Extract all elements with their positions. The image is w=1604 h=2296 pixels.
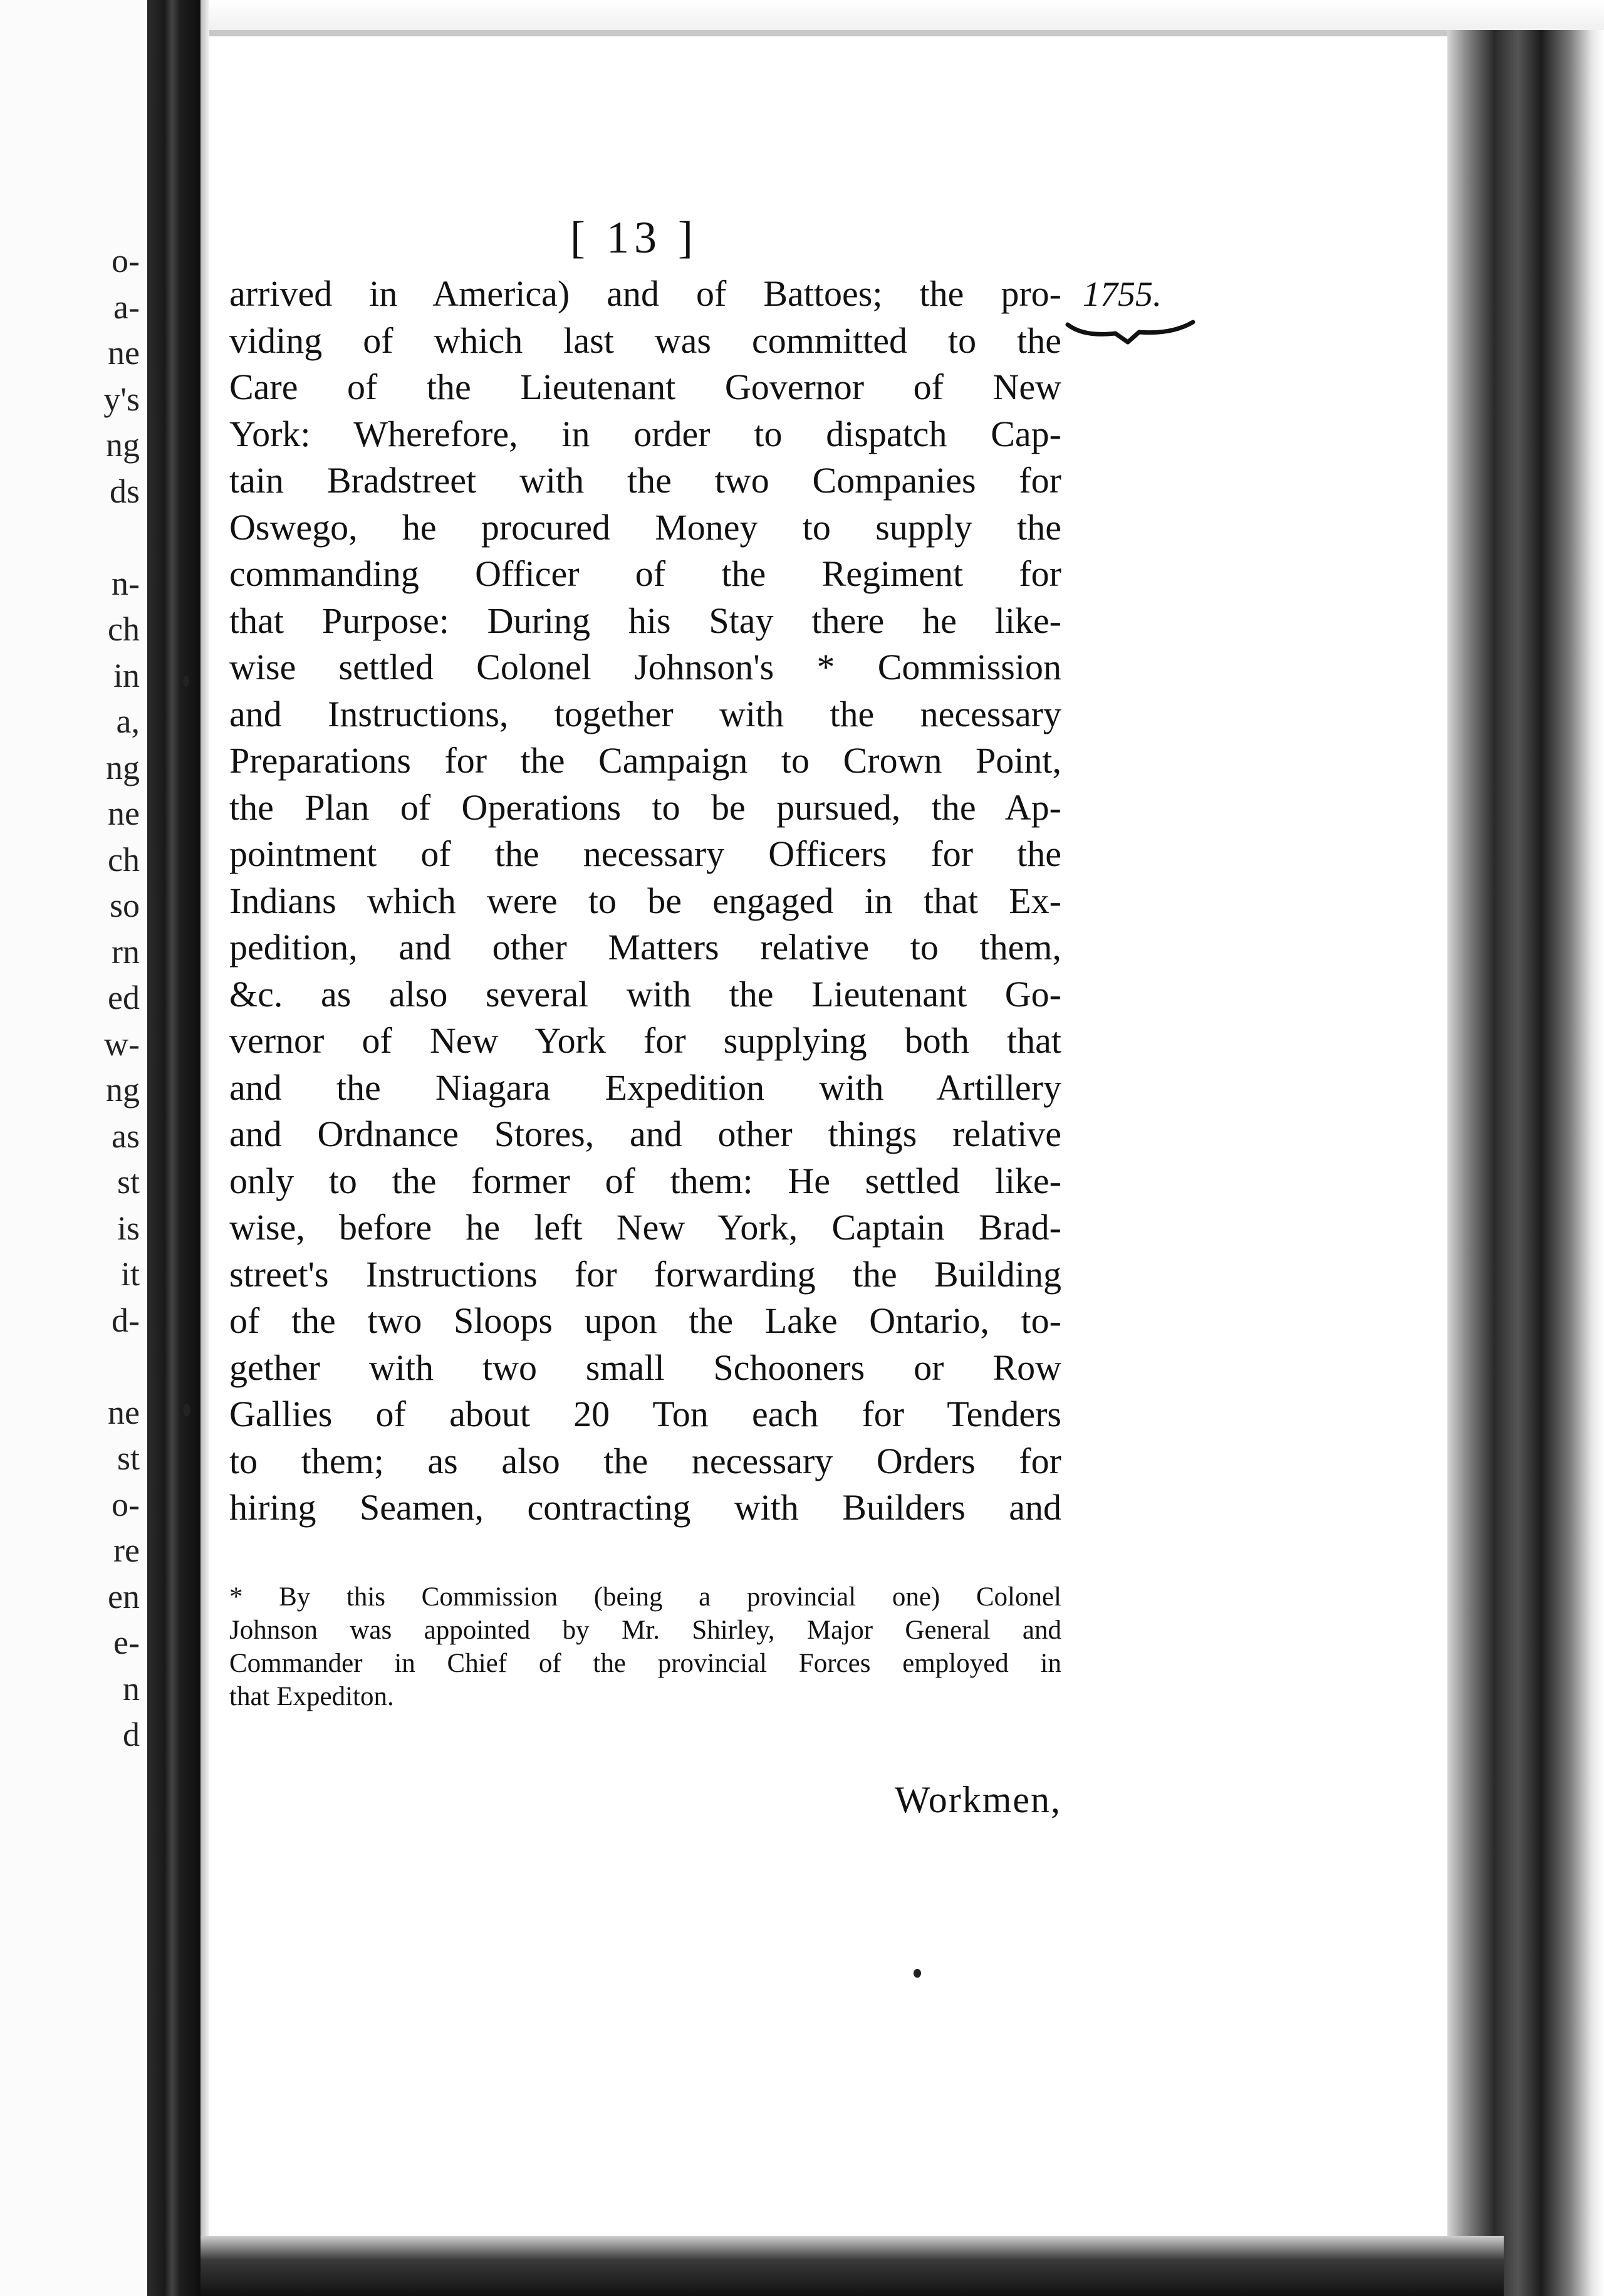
text-line: pedition, and other Matters relative to them,: [229, 927, 1061, 968]
text-line: Gallies of about 20 Ton each for Tenders: [229, 1394, 1061, 1434]
text-line: commanding Officer of the Regiment for: [229, 553, 1061, 594]
facing-page-fragment: rn: [112, 932, 140, 971]
margin-year-note: 1755.: [1083, 275, 1162, 314]
margin-brace-mark: [1065, 318, 1197, 346]
ink-speck: [914, 1969, 921, 1978]
facing-page-fragment: o-: [112, 1485, 140, 1523]
facing-page-fragment: so: [109, 887, 140, 924]
text-line: wise settled Colonel Johnson's * Commission: [229, 647, 1061, 687]
facing-page-fragment: it: [120, 1255, 140, 1293]
footnote: [229, 1580, 1061, 1713]
text-line: and Instructions, together with the necessary: [229, 693, 1061, 734]
facing-page-fragment: en: [108, 1577, 140, 1615]
page-edge-right: [1447, 30, 1604, 2296]
text-line: only to the former of them: He settled like-: [229, 1160, 1061, 1201]
text-line: pointment of the necessary Officers for the: [229, 833, 1061, 874]
page-number: [ 13 ]: [570, 212, 698, 263]
facing-page-fragment: ne: [108, 334, 140, 372]
text-line: wise, before he left New York, Captain Brad-: [229, 1207, 1061, 1248]
facing-page-fragment: st: [117, 1163, 140, 1201]
facing-page-fragment: as: [112, 1117, 140, 1155]
facing-page-fragment: [103, 514, 140, 561]
footnote-line: that Expediton.: [229, 1682, 394, 1711]
facing-page-fragment: d-: [112, 1301, 140, 1339]
text-line: that Purpose: During his Stay there he like-: [229, 600, 1061, 641]
footnote-line: * By this Commission (being a provincial one) Colonel: [229, 1582, 1061, 1612]
ink-speck: [183, 676, 189, 687]
text-line: street's Instructions for forwarding the Building: [229, 1253, 1061, 1295]
facing-page-fragment: in: [113, 656, 140, 694]
text-line: Indians which were to be engaged in that Ex-: [229, 880, 1061, 921]
book-gutter: [149, 0, 200, 2296]
text-line: and the Niagara Expedition with Artillery: [229, 1067, 1061, 1108]
facing-page-fragment: ng: [106, 1071, 140, 1109]
text-line: arrived in America) and of Battoes; the pro-: [229, 273, 1061, 314]
text-line: of the two Sloops upon the Lake Ontario, to-: [229, 1300, 1061, 1341]
facing-page-fragment: a-: [113, 288, 140, 326]
facing-page-fragment: ne: [108, 1393, 140, 1431]
facing-page-fragment: ds: [109, 472, 140, 510]
text-line: to them; as also the necessary Orders for: [229, 1440, 1061, 1481]
facing-page-fragment: y's: [103, 380, 140, 418]
gutter-highlight: [200, 0, 209, 2296]
facing-page-fragment: d: [123, 1716, 140, 1753]
facing-page-fragment: st: [117, 1439, 140, 1477]
facing-page-fragment: ne: [108, 795, 140, 832]
facing-page-fragment: ch: [108, 610, 140, 648]
text-line: tain Bradstreet with the two Companies for: [229, 460, 1061, 501]
facing-page-fragment: [103, 1344, 140, 1390]
page-bottom-edge: [200, 2236, 1504, 2296]
ink-speck: [183, 1404, 190, 1416]
facing-page-fragment: re: [113, 1532, 140, 1569]
text-line: gether with two small Schooners or Row: [229, 1347, 1061, 1388]
facing-page-fragment: o-: [112, 242, 140, 279]
facing-page-fragment: ed: [108, 979, 140, 1016]
footnote-line: Commander in Chief of the provincial Forces employed in: [229, 1649, 1061, 1678]
text-line: and Ordnance Stores, and other things relative: [229, 1114, 1061, 1154]
text-line: Preparations for the Campaign to Crown Point,: [229, 740, 1061, 781]
text-line: viding of which last was committed to the: [229, 320, 1061, 361]
facing-page-fragment: ng: [106, 748, 140, 786]
facing-page-edge: [0, 0, 149, 2296]
text-line: Oswego, he procured Money to supply the: [229, 506, 1061, 548]
main-text-block: [229, 271, 1061, 1532]
text-line: Care of the Lieutenant Governor of New: [229, 367, 1061, 407]
facing-page-fragment: ng: [106, 426, 140, 464]
facing-page-fragment: a,: [116, 702, 140, 740]
facing-page-fragment: is: [117, 1209, 140, 1247]
facing-page-fragment: w-: [104, 1025, 140, 1063]
facing-page-fragment: e-: [113, 1624, 140, 1661]
top-edge: [209, 0, 1604, 30]
catchword: Workmen,: [894, 1779, 1061, 1820]
text-line: &c. as also several with the Lieutenant Go-: [229, 973, 1061, 1015]
text-line: hiring Seamen, contracting with Builders and: [229, 1487, 1061, 1528]
facing-page-fragments: [103, 238, 140, 1758]
text-line: vernor of New York for supplying both that: [229, 1020, 1061, 1061]
text-line: York: Wherefore, in order to dispatch Cap-: [229, 413, 1061, 454]
facing-page-fragment: n-: [112, 564, 140, 602]
facing-page-fragment: ch: [108, 840, 140, 879]
facing-page-fragment: n: [123, 1669, 140, 1708]
footnote-line: Johnson was appointed by Mr. Shirley, Major General and: [229, 1615, 1061, 1645]
text-line: the Plan of Operations to be pursued, the Ap-: [229, 786, 1061, 828]
